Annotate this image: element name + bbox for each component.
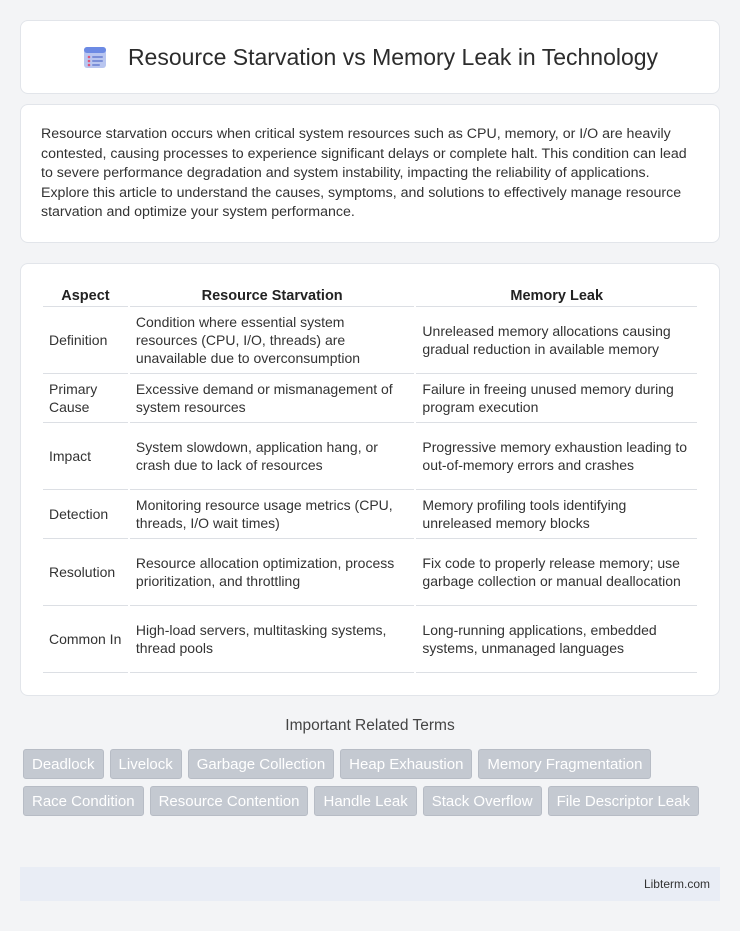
document-list-icon [82, 44, 108, 70]
tag-garbage-collection[interactable]: Garbage Collection [188, 749, 334, 779]
row-memory-leak: Progressive memory exhaustion leading to out-of-memory errors and crashes [416, 423, 697, 490]
table-row [43, 490, 697, 539]
row-memory-leak: Fix code to properly release memory; use garbage collection or manual deallocation [416, 539, 697, 606]
tag-livelock[interactable]: Livelock [110, 749, 182, 779]
tag-memory-fragmentation[interactable]: Memory Fragmentation [478, 749, 651, 779]
tag-stack-overflow[interactable]: Stack Overflow [423, 786, 542, 816]
tag-deadlock[interactable]: Deadlock [23, 749, 104, 779]
related-terms-title: Important Related Terms [285, 717, 455, 734]
row-resource-starvation: Excessive demand or mismanagement of system resources [130, 374, 415, 423]
row-aspect: Resolution [43, 539, 128, 606]
footer-site-link[interactable]: Libterm.com [643, 877, 710, 891]
intro-text: Resource starvation occurs when critical system resources such as CPU, memory, or I/O are heavily contested, causing processes to experience significant delays or complete halt. This condition can lead to severe performance degradation and system instability, impacting the reliability of applications. Explore this article to understand the causes, symptoms, and solutions to effectively manage resource starvation and optimize your system performance. [41, 126, 687, 220]
header-resource-starvation: Resource Starvation [130, 284, 415, 307]
row-memory-leak: Long-running applications, embedded systems, unmanaged languages [416, 606, 697, 673]
table-row [43, 539, 697, 606]
row-resource-starvation: Condition where essential system resources (CPU, I/O, threads) are unavailable due to overconsumption [130, 307, 415, 374]
tag-resource-contention[interactable]: Resource Contention [150, 786, 309, 816]
row-resource-starvation: System slowdown, application hang, or crash due to lack of resources [130, 423, 415, 490]
tag-heap-exhaustion[interactable]: Heap Exhaustion [340, 749, 472, 779]
row-memory-leak: Failure in freeing unused memory during program execution [416, 374, 697, 423]
page-title: Resource Starvation vs Memory Leak in Technology [127, 43, 659, 70]
row-resource-starvation: High-load servers, multitasking systems, thread pools [130, 606, 415, 673]
row-aspect: Primary Cause [43, 374, 128, 423]
comparison-table [41, 284, 699, 673]
row-resource-starvation: Monitoring resource usage metrics (CPU, threads, I/O wait times) [130, 490, 415, 539]
header-aspect: Aspect [43, 284, 128, 307]
tag-race-condition[interactable]: Race Condition [23, 786, 144, 816]
intro-card [20, 104, 720, 243]
table-row [43, 307, 697, 374]
footer [20, 867, 720, 901]
table-row [43, 423, 697, 490]
tag-handle-leak[interactable]: Handle Leak [314, 786, 416, 816]
table-row [43, 374, 697, 423]
row-aspect: Definition [43, 307, 128, 374]
row-resource-starvation: Resource allocation optimization, process prioritization, and throttling [130, 539, 415, 606]
table-header-row [43, 284, 697, 307]
table-row [43, 606, 697, 673]
row-aspect: Detection [43, 490, 128, 539]
header-memory-leak: Memory Leak [416, 284, 697, 307]
related-terms-list [23, 749, 723, 823]
tag-file-descriptor-leak[interactable]: File Descriptor Leak [548, 786, 699, 816]
row-memory-leak: Memory profiling tools identifying unreleased memory blocks [416, 490, 697, 539]
comparison-card [20, 263, 720, 696]
row-aspect: Impact [43, 423, 128, 490]
row-memory-leak: Unreleased memory allocations causing gradual reduction in available memory [416, 307, 697, 374]
row-aspect: Common In [43, 606, 128, 673]
page-header [20, 20, 720, 94]
